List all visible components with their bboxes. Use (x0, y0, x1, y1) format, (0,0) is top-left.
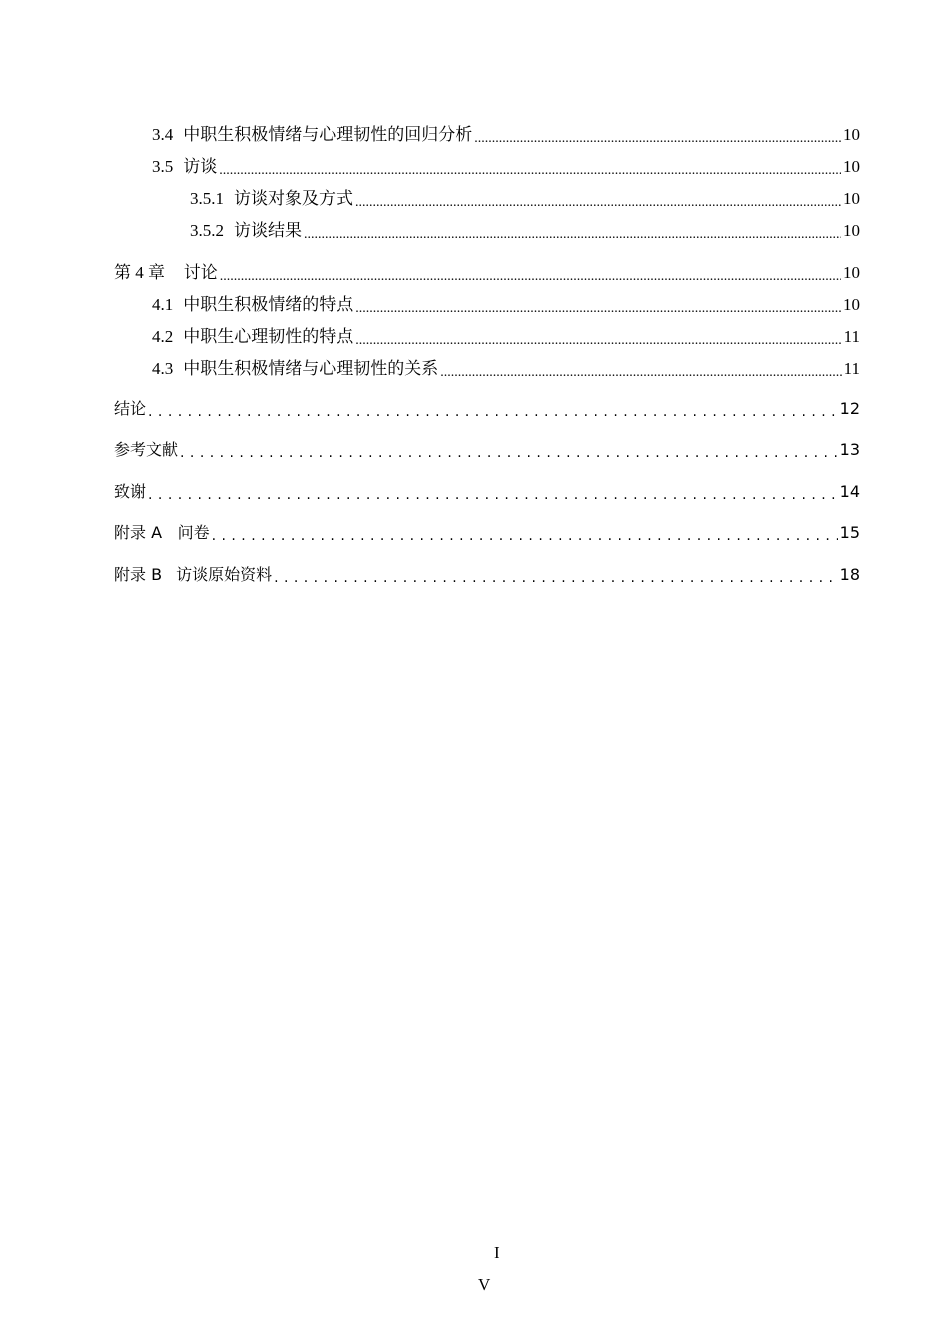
toc-page-number: 12 (839, 399, 860, 418)
toc-entry-references[interactable] (114, 437, 860, 460)
toc-page-number: 10 (843, 221, 860, 240)
toc-number: 3.5 (152, 157, 174, 176)
toc-page-number: 18 (839, 565, 860, 584)
toc-page-number: 10 (843, 157, 860, 176)
toc-title: 参考文献 (114, 440, 179, 459)
toc-leader (220, 265, 841, 282)
toc-appendix-number: 附录 A (114, 523, 163, 542)
toc-page-number: 13 (839, 440, 860, 459)
toc-leader (212, 525, 838, 541)
toc-leader (180, 442, 838, 458)
toc-leader (148, 484, 838, 500)
toc-page-number: 11 (843, 327, 860, 346)
page-number-roman-i: I (494, 1243, 500, 1262)
toc-entry-3-5[interactable] (152, 152, 860, 177)
toc-leader (355, 191, 841, 208)
toc-entry-acknowledgements[interactable] (114, 479, 860, 502)
toc-title: 访谈对象及方式 (234, 189, 353, 208)
toc-page-number: 10 (843, 263, 860, 282)
toc-page-number: 11 (843, 359, 860, 378)
toc-entry-appendix-b[interactable] (114, 562, 860, 585)
toc-entry-4-1[interactable] (152, 290, 860, 315)
toc-page-number: 10 (843, 125, 860, 144)
toc-title: 访谈结果 (234, 221, 302, 240)
toc-entry-appendix-a[interactable] (114, 520, 860, 543)
toc-number: 3.5.1 (190, 189, 224, 208)
toc-leader (148, 401, 838, 417)
toc-number: 4.1 (152, 295, 174, 314)
toc-leader (304, 223, 841, 240)
toc-entry-3-5-1[interactable] (190, 184, 860, 209)
toc-number: 3.4 (152, 125, 174, 144)
toc-entry-4-2[interactable] (152, 322, 860, 347)
toc-title: 中职生积极情绪的特点 (183, 295, 354, 314)
toc-title: 讨论 (183, 263, 218, 282)
toc-leader (219, 159, 841, 176)
toc-leader (355, 297, 841, 314)
toc-title: 致谢 (114, 482, 147, 501)
toc-title: 问卷 (177, 523, 210, 542)
toc-chapter-number: 第 4 章 (114, 263, 165, 282)
toc-leader (274, 567, 838, 583)
toc-page-number: 10 (843, 189, 860, 208)
toc-leader (440, 361, 841, 378)
toc-entry-conclusion[interactable] (114, 396, 860, 419)
toc-leader (355, 329, 841, 346)
toc-title: 中职生积极情绪与心理韧性的回归分析 (183, 125, 473, 144)
toc-number: 4.2 (152, 327, 174, 346)
toc-title: 访谈原始资料 (176, 565, 273, 584)
toc-page-number: 10 (843, 295, 860, 314)
toc-entry-3-5-2[interactable] (190, 216, 860, 241)
toc-title: 中职生积极情绪与心理韧性的关系 (183, 359, 439, 378)
toc-number: 4.3 (152, 359, 174, 378)
toc-title: 中职生心理韧性的特点 (183, 327, 354, 346)
toc-appendix-number: 附录 B (114, 565, 163, 584)
toc-title: 结论 (114, 399, 147, 418)
toc-page-number: 14 (839, 482, 860, 501)
toc-title: 访谈 (183, 157, 218, 176)
toc-entry-chapter-4[interactable] (114, 258, 860, 283)
toc-number: 3.5.2 (190, 221, 224, 240)
toc-leader (474, 127, 841, 144)
toc-page-number: 15 (839, 523, 860, 542)
toc-entry-3-4[interactable] (152, 120, 860, 145)
page-number-roman-v: V (478, 1275, 491, 1294)
toc-entry-4-3[interactable] (152, 354, 860, 379)
